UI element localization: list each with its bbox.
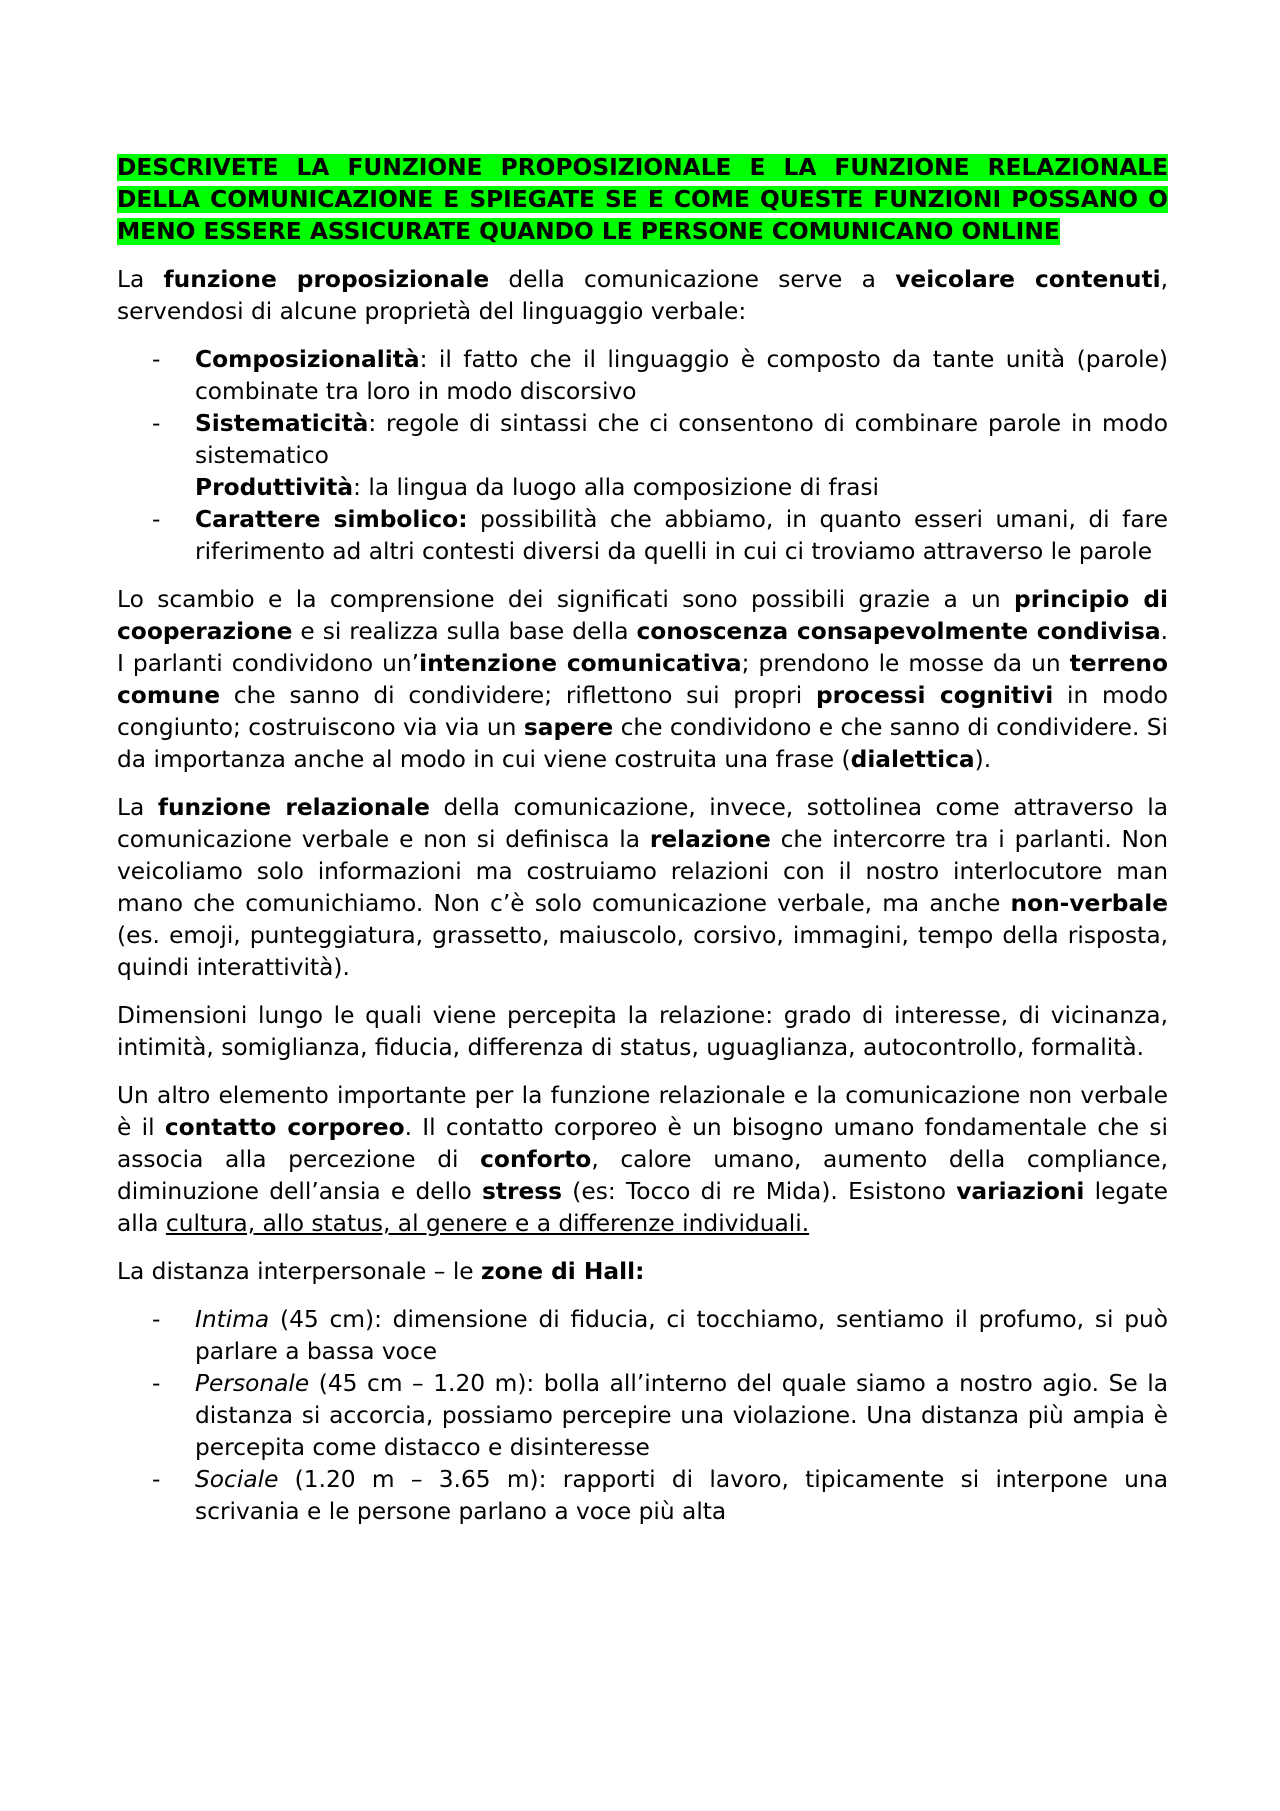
text-run: e si realizza sulla base della	[292, 618, 637, 645]
bold-term: zone di Hall:	[481, 1258, 645, 1285]
text-run: Lo scambio e la comprensione dei significati sono possibili grazie a un	[117, 586, 1015, 613]
text-run: (45 cm): dimensione di fiducia, ci tocchiamo, sentiamo il profumo, si può parlare a bassa voce	[195, 1306, 1168, 1365]
paragraph-distanza	[117, 1256, 1168, 1288]
paragraph-relazionale	[117, 792, 1168, 984]
dash-bullet: -	[152, 1370, 161, 1397]
text-run: : il fatto che il linguaggio è composto da tante unità (parole) combinate tra loro in modo discorsivo	[195, 346, 1168, 405]
text-run: , servendosi di alcune proprietà del linguaggio verbale:	[117, 266, 1169, 325]
paragraph-proposizionale	[117, 264, 1168, 328]
bold-term: conforto	[480, 1146, 592, 1173]
bold-term: veicolare contenuti	[895, 266, 1161, 293]
dash-bullet: -	[152, 1466, 161, 1493]
sub-line	[195, 472, 1168, 504]
italic-term: Intima	[195, 1306, 270, 1333]
bold-term: stress	[482, 1178, 563, 1205]
dash-bullet: -	[152, 506, 161, 533]
text-run: che condividono e che sanno di condividere. Si da importanza anche al modo in cui viene costruita una frase (	[117, 714, 1169, 773]
list-item	[117, 1304, 1168, 1368]
bold-term: dialettica	[850, 746, 975, 773]
text-run: della comunicazione serve a	[489, 266, 896, 293]
bold-term: sapere	[523, 714, 614, 741]
text-run: , calore umano, aumento della compliance, diminuzione dell’ansia e dello	[117, 1146, 1168, 1205]
bold-term: Composizionalità	[195, 346, 420, 373]
bold-term: Produttività	[195, 474, 354, 501]
dash-bullet: -	[152, 410, 161, 437]
text-run: (es. emoji, punteggiatura, grassetto, maiuscolo, corsivo, immagini, tempo della risposta, quindi interattività).	[117, 922, 1168, 981]
text-run: Dimensioni lungo le quali viene percepita la relazione: grado di interesse, di vicinanza, intimità, somiglianza, fiducia, differenza di status, uguaglianza, autocontrollo, formalità.	[117, 1002, 1168, 1061]
text-run: : la lingua da luogo alla composizione di frasi	[353, 474, 879, 501]
bold-term: non-verbale	[1010, 890, 1168, 917]
text-run: : regole di sintassi che ci consentono di combinare parole in modo sistematico	[195, 410, 1168, 469]
text-run: che sanno di condividere; riflettono sui propri	[220, 682, 816, 709]
list-item	[117, 504, 1168, 568]
text-run: La	[117, 794, 158, 821]
list-item	[117, 1464, 1168, 1528]
text-run: che intercorre tra i parlanti. Non veicoliamo solo informazioni ma costruiamo relazioni con il nostro interlocutore man mano che comunichiamo. Non c’è solo comunicazione verbale, ma anche	[117, 826, 1168, 917]
bold-term: funzione proposizionale	[163, 266, 490, 293]
bold-term: principio di cooperazione	[117, 586, 1168, 645]
paragraph-contatto	[117, 1080, 1168, 1240]
text-run: (1.20 m – 3.65 m): rapporti di lavoro, tipicamente si interpone una scrivania e le persone parlano a voce più alta	[195, 1466, 1168, 1525]
bold-term: relazione	[649, 826, 771, 853]
document-page	[117, 152, 1168, 1544]
italic-term: Sociale	[195, 1466, 279, 1493]
paragraph-dimensioni	[117, 1000, 1168, 1064]
list-item	[117, 344, 1168, 408]
text-run: . Il contatto corporeo è un bisogno umano fondamentale che si associa alla percezione di	[117, 1114, 1168, 1173]
bold-term: intenzione comunicativa	[419, 650, 742, 677]
text-run: (45 cm – 1.20 m): bolla all’interno del quale siamo a nostro agio. Se la distanza si accorcia, possiamo percepire una violazione. Una distanza più ampia è percepita come distacco e disinteresse	[195, 1370, 1168, 1461]
text-run: in modo congiunto; costruiscono via via un	[117, 682, 1169, 741]
text-run: La	[117, 266, 164, 293]
italic-term: Personale	[195, 1370, 310, 1397]
title-highlight: DESCRIVETE LA FUNZIONE PROPOSIZIONALE E LA FUNZIONE RELAZIONALE DELLA COMUNICAZIONE E SPIEGATE SE E COME QUESTE FUNZIONI POSSANO O MENO ESSERE ASSICURATE QUANDO LE PERSONE COMUNICANO ONLINE	[117, 154, 1168, 245]
text-run: ).	[974, 746, 992, 773]
bold-term: terreno comune	[117, 650, 1168, 709]
list-item	[117, 408, 1168, 504]
dash-bullet: -	[152, 1306, 161, 1333]
document-title	[117, 152, 1168, 248]
text-run: ; prendono le mosse da un	[741, 650, 1070, 677]
bold-term: processi cognitivi	[815, 682, 1054, 709]
properties-list	[117, 344, 1168, 568]
dash-bullet: -	[152, 346, 161, 373]
text-run: possibilità che abbiamo, in quanto esseri umani, di fare riferimento ad altri contesti diversi da quelli in cui ci troviamo attraverso le parole	[195, 506, 1168, 565]
text-run: Un altro elemento importante per la funzione relazionale e la comunicazione non verbale è il	[117, 1082, 1168, 1141]
text-run: La distanza interpersonale – le	[117, 1258, 482, 1285]
bold-term: conoscenza consapevolmente condivisa	[636, 618, 1161, 645]
text-run: . I parlanti condividono un’	[117, 618, 1169, 677]
paragraph-cooperazione	[117, 584, 1168, 776]
text-run: legate alla	[117, 1178, 1168, 1237]
list-item	[117, 1368, 1168, 1464]
bold-term: Sistematicità	[195, 410, 369, 437]
bold-term: contatto corporeo	[164, 1114, 405, 1141]
bold-term: variazioni	[956, 1178, 1085, 1205]
text-run: (es: Tocco di re Mida). Esistono	[562, 1178, 957, 1205]
underlined-text: cultura, allo status, al genere e a differenze individuali.	[165, 1210, 810, 1237]
bold-term: funzione relazionale	[157, 794, 430, 821]
text-run: della comunicazione, invece, sottolinea come attraverso la comunicazione verbale e non si definisca la	[117, 794, 1169, 853]
hall-zones-list	[117, 1304, 1168, 1528]
bold-term: Carattere simbolico:	[195, 506, 468, 533]
